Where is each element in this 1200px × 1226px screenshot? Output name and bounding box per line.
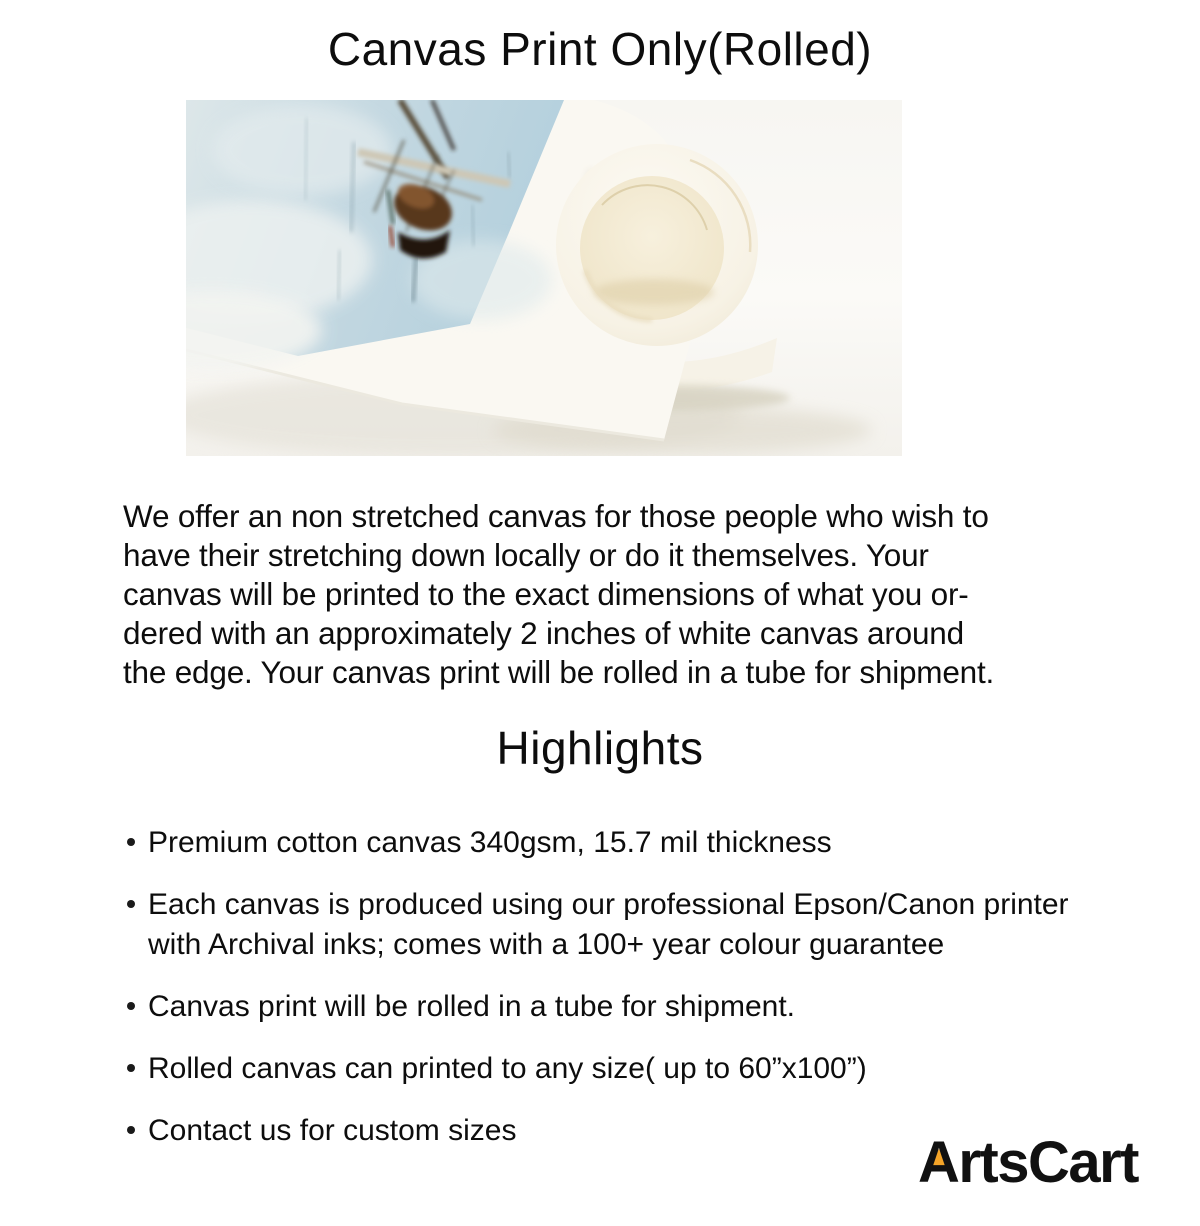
product-description-page: [0, 23, 1200, 1226]
bullet-icon: [127, 900, 135, 908]
description-line: dered with an approximately 2 inches of white canvas around: [123, 615, 964, 651]
highlights-list: [125, 823, 1145, 1151]
brand-logo: [917, 1130, 1138, 1195]
list-item-text: Premium cotton canvas 340gsm, 15.7 mil thickness: [148, 826, 832, 859]
list-item: [125, 1049, 1145, 1089]
list-item: [125, 885, 1145, 965]
list-item-text: Rolled canvas can printed to any size( up to 60”x100”): [148, 1052, 867, 1085]
list-item-text: [148, 885, 1069, 965]
list-item: [125, 823, 1145, 863]
highlights-heading: Highlights: [496, 722, 704, 774]
list-item: [125, 987, 1145, 1027]
logo-rest: rtsCart: [958, 1130, 1138, 1195]
rolled-canvas-illustration: [186, 100, 902, 456]
bullet-icon: [127, 1064, 135, 1072]
list-item-line: with Archival inks; comes with a 100+ year colour guarantee: [148, 928, 945, 961]
page-title: Canvas Print Only(Rolled): [327, 23, 873, 75]
description-line: We offer an non stretched canvas for those people who wish to: [123, 498, 989, 534]
description-line: have their stretching down locally or do it themselves. Your: [123, 537, 929, 573]
bullet-icon: [127, 1126, 135, 1134]
bullet-icon: [127, 838, 135, 846]
list-item-text: Contact us for custom sizes: [148, 1114, 517, 1147]
description-line: the edge. Your canvas print will be rolled in a tube for shipment.: [123, 654, 995, 690]
rolled-canvas-photo: [186, 100, 902, 456]
logo-first-letter: A: [917, 1130, 959, 1195]
description-line: canvas will be printed to the exact dimensions of what you or-: [123, 576, 969, 612]
bullet-icon: [127, 1002, 135, 1010]
list-item-text: Canvas print will be rolled in a tube for shipment.: [148, 990, 795, 1023]
description-paragraph: [123, 497, 1080, 692]
list-item-line: Each canvas is produced using our professional Epson/Canon printer: [148, 888, 1069, 921]
logo-letter-a: [917, 1130, 959, 1195]
